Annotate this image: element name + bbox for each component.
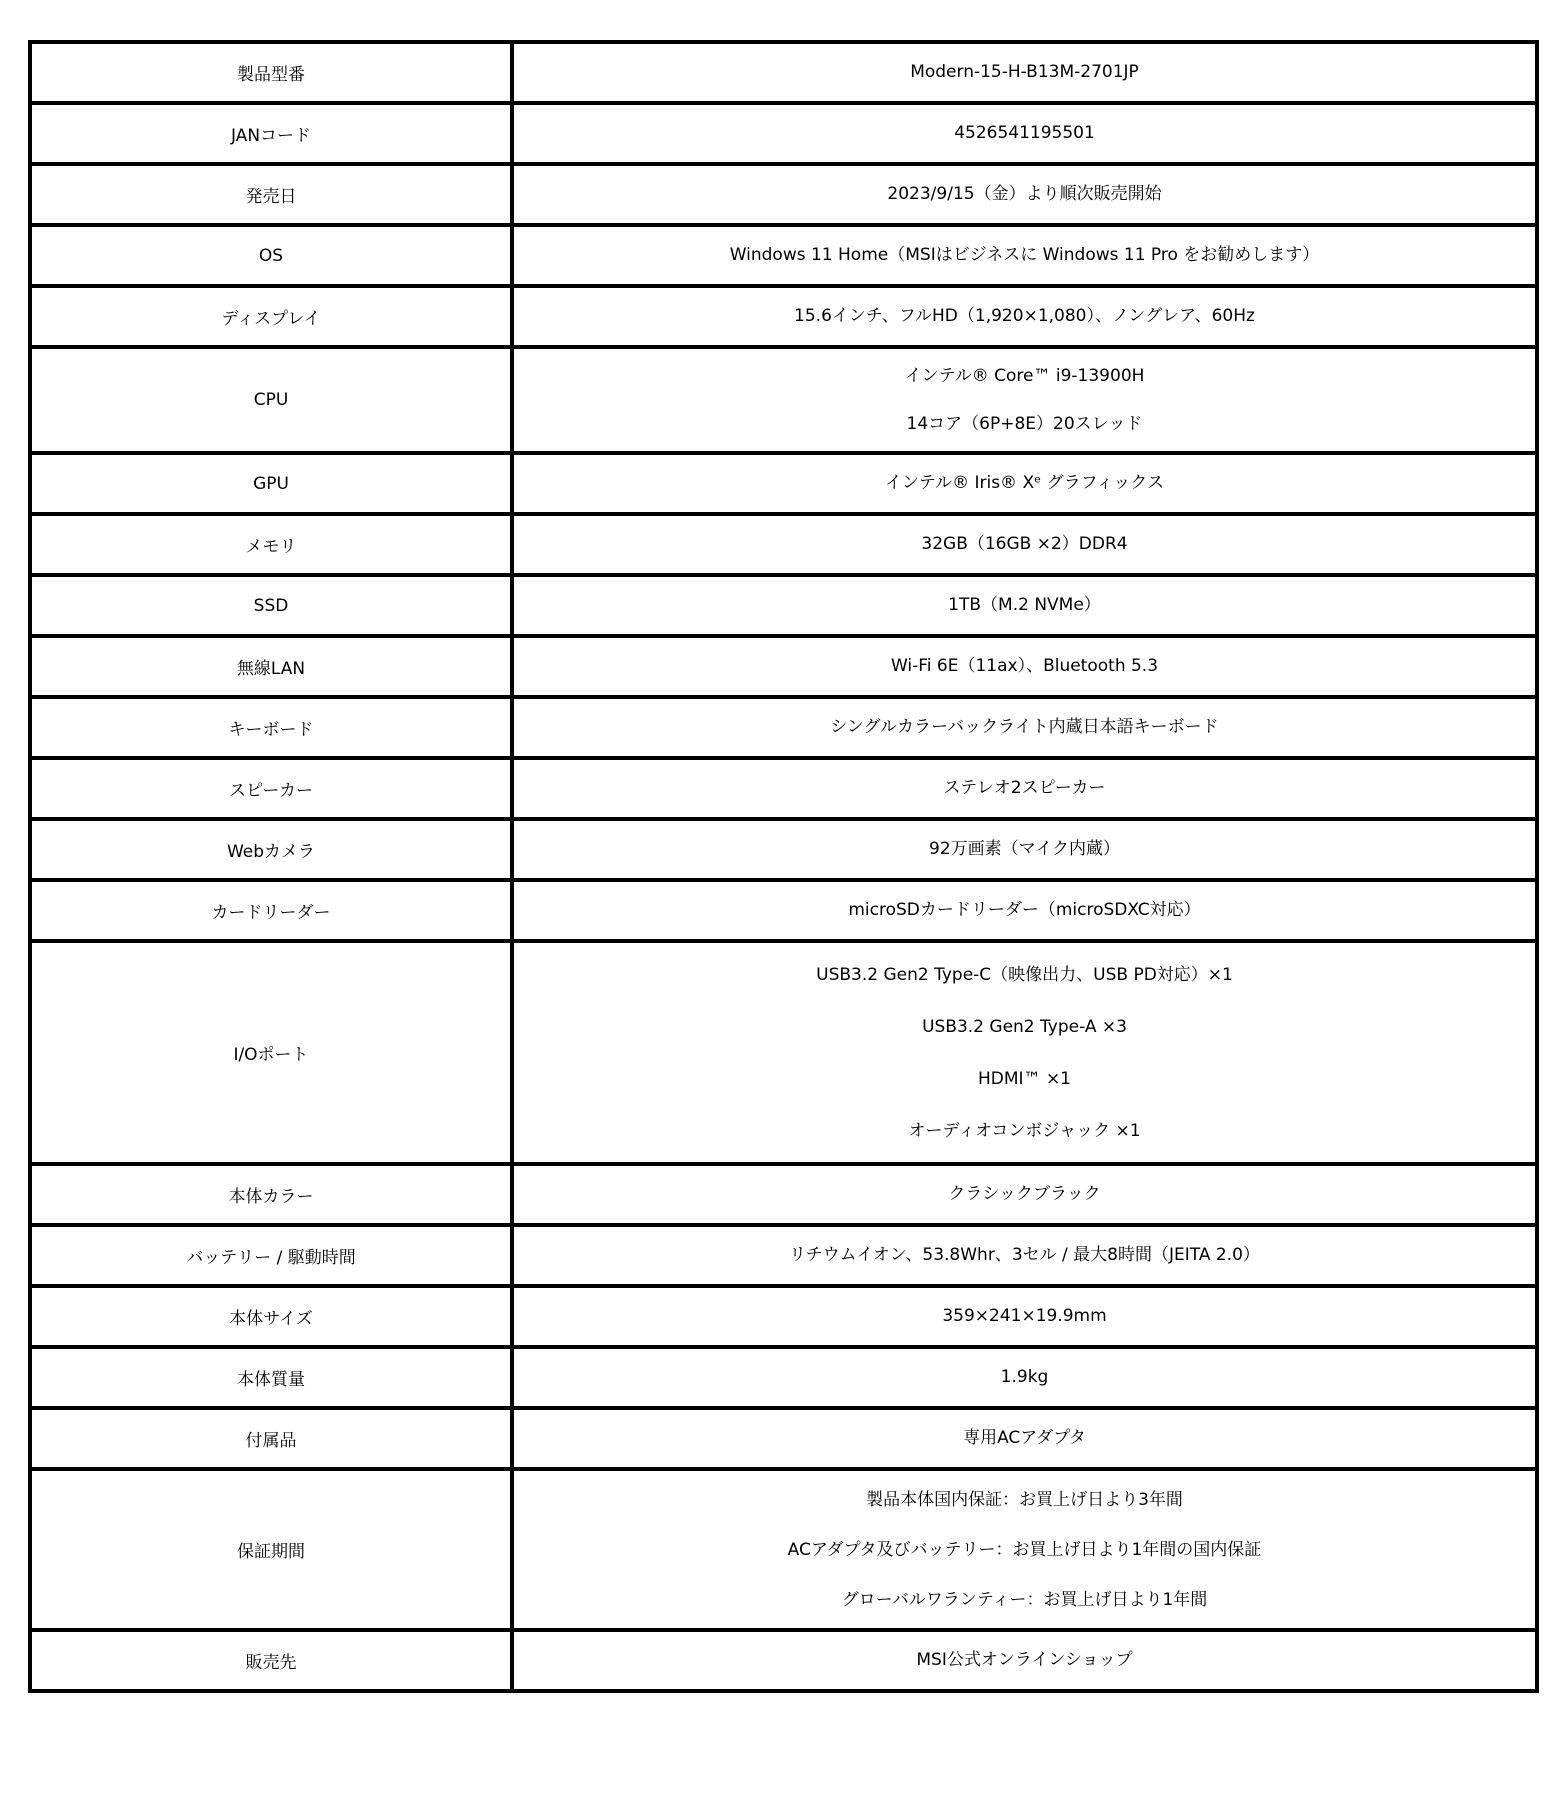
spec-value-line: インテル® Core™ i9-13900H [904, 366, 1145, 386]
spec-value-line: HDMI™ ×1 [977, 1068, 1072, 1089]
spec-label: 保証期間 [30, 1469, 512, 1630]
spec-value-line: 4526541195501 [954, 123, 1095, 143]
spec-row [30, 225, 1537, 286]
spec-value [512, 286, 1537, 347]
spec-value [512, 941, 1537, 1164]
spec-row [30, 880, 1537, 941]
spec-value [512, 880, 1537, 941]
spec-label: CPU [30, 347, 512, 453]
spec-label: ディスプレイ [30, 286, 512, 347]
spec-row [30, 1408, 1537, 1469]
spec-label: 本体サイズ [30, 1286, 512, 1347]
spec-value-line: 359×241×19.9mm [942, 1306, 1107, 1326]
spec-label: 無線LAN [30, 636, 512, 697]
spec-row [30, 453, 1537, 514]
spec-label: JANコード [30, 103, 512, 164]
spec-label: 製品型番 [30, 42, 512, 103]
spec-value [512, 514, 1537, 575]
spec-value [512, 1286, 1537, 1347]
spec-value-line: 1.9kg [1000, 1367, 1049, 1387]
spec-row [30, 1286, 1537, 1347]
spec-value [512, 1164, 1537, 1225]
spec-label: GPU [30, 453, 512, 514]
spec-row [30, 575, 1537, 636]
spec-row [30, 758, 1537, 819]
spec-value-line: クラシックブラック [948, 1184, 1101, 1204]
spec-value-line: Wi-Fi 6E（11ax）、Bluetooth 5.3 [890, 656, 1159, 676]
spec-label: 付属品 [30, 1408, 512, 1469]
spec-value [512, 575, 1537, 636]
spec-row [30, 697, 1537, 758]
spec-value [512, 347, 1537, 453]
spec-value-line: MSI公式オンラインショップ [916, 1650, 1133, 1670]
spec-row [30, 514, 1537, 575]
spec-row [30, 941, 1537, 1164]
spec-row [30, 819, 1537, 880]
spec-row [30, 1164, 1537, 1225]
spec-value-line: USB3.2 Gen2 Type-C（映像出力、USB PD対応）×1 [816, 964, 1233, 985]
spec-label: 発売日 [30, 164, 512, 225]
spec-row [30, 42, 1537, 103]
spec-label: 本体カラー [30, 1164, 512, 1225]
spec-value-line: オーディオコンボジャック ×1 [908, 1120, 1141, 1141]
spec-value [512, 1630, 1537, 1691]
spec-value-line: microSDカードリーダー（microSDXC対応） [848, 900, 1201, 920]
spec-value [512, 225, 1537, 286]
spec-value-line: リチウムイオン、53.8Whr、3セル / 最大8時間（JEITA 2.0） [789, 1245, 1260, 1265]
spec-value [512, 697, 1537, 758]
spec-value-line: 2023/9/15（金）より順次販売開始 [887, 184, 1162, 204]
spec-table [28, 40, 1539, 1693]
spec-label: メモリ [30, 514, 512, 575]
spec-value-line: 14コア（6P+8E）20スレッド [906, 414, 1143, 434]
spec-value [512, 1225, 1537, 1286]
spec-value-line: 製品本体国内保証：お買上げ日より3年間 [866, 1489, 1183, 1510]
spec-label: OS [30, 225, 512, 286]
spec-row [30, 1469, 1537, 1630]
spec-value-line: 1TB（M.2 NVMe） [948, 595, 1101, 615]
spec-label: I/Oポート [30, 941, 512, 1164]
spec-value [512, 636, 1537, 697]
spec-row [30, 636, 1537, 697]
spec-value [512, 103, 1537, 164]
spec-value-line: 92万画素（マイク内蔵） [929, 839, 1120, 859]
spec-label: バッテリー / 駆動時間 [30, 1225, 512, 1286]
spec-row [30, 286, 1537, 347]
spec-row [30, 347, 1537, 453]
spec-row [30, 1225, 1537, 1286]
spec-value-line: ステレオ2スピーカー [943, 778, 1106, 798]
spec-value-line: 32GB（16GB ×2）DDR4 [921, 534, 1128, 554]
spec-value [512, 758, 1537, 819]
spec-value-line: インテル® Iris® Xᵉ グラフィックス [884, 473, 1165, 493]
spec-label: SSD [30, 575, 512, 636]
spec-label: Webカメラ [30, 819, 512, 880]
spec-row [30, 1630, 1537, 1691]
spec-row [30, 164, 1537, 225]
spec-value-line: ACアダプタ及びバッテリー：お買上げ日より1年間の国内保証 [787, 1539, 1262, 1560]
spec-value-line: Modern-15-H-B13M-2701JP [910, 62, 1139, 82]
spec-value [512, 42, 1537, 103]
spec-value [512, 164, 1537, 225]
spec-value [512, 1408, 1537, 1469]
spec-value [512, 1469, 1537, 1630]
spec-value-line: グローバルワランティー：お買上げ日より1年間 [841, 1589, 1208, 1610]
spec-row [30, 103, 1537, 164]
spec-value [512, 453, 1537, 514]
spec-table-body [30, 42, 1537, 1691]
spec-label: 本体質量 [30, 1347, 512, 1408]
spec-label: 販売先 [30, 1630, 512, 1691]
spec-value-line: Windows 11 Home（MSIはビジネスに Windows 11 Pro をお勧めします） [729, 245, 1320, 265]
spec-value-line: 専用ACアダプタ [963, 1428, 1086, 1448]
spec-row [30, 1347, 1537, 1408]
spec-value [512, 819, 1537, 880]
spec-label: スピーカー [30, 758, 512, 819]
spec-label: カードリーダー [30, 880, 512, 941]
spec-value-line: 15.6インチ、フルHD（1,920×1,080）、ノングレア、60Hz [794, 306, 1255, 326]
spec-label: キーボード [30, 697, 512, 758]
spec-value [512, 1347, 1537, 1408]
spec-value-line: USB3.2 Gen2 Type-A ×3 [922, 1016, 1127, 1037]
spec-value-line: シングルカラーバックライト内蔵日本語キーボード [830, 717, 1219, 737]
